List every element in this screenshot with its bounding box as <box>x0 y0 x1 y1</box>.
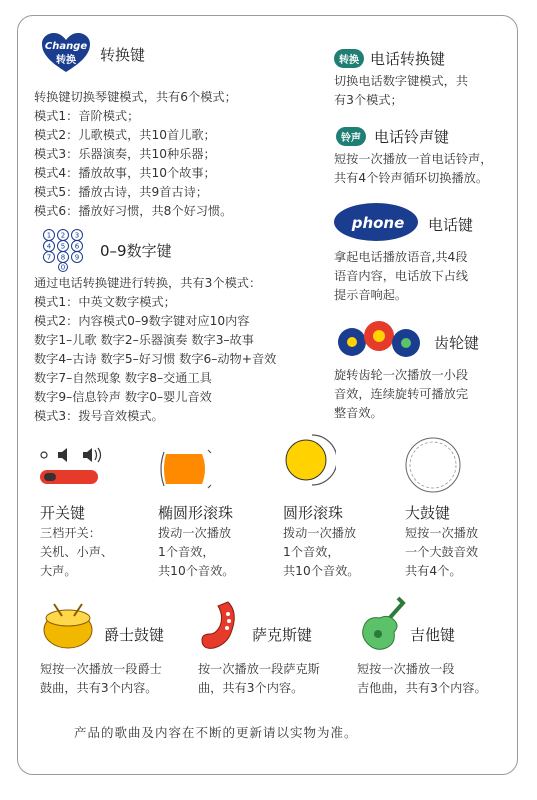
keypad-digit: 3 <box>74 231 80 240</box>
desc-line: 共有4个。 <box>405 564 462 578</box>
power-key-desc <box>40 524 113 581</box>
desc-line: 鼓曲，共有3个内容。 <box>40 681 158 695</box>
desc-line: 共10个音效。 <box>283 564 360 578</box>
jazz-drum-icon <box>40 600 96 656</box>
saxophone-icon <box>198 598 246 658</box>
ring-key-desc <box>334 150 492 188</box>
desc-line: 模式1：中英文数字模式； <box>34 295 176 309</box>
desc-line: 音效，连续旋转可播放完 <box>334 387 469 401</box>
phone-key-desc <box>334 248 468 305</box>
keypad-digit: 9 <box>74 253 80 262</box>
gear-icon <box>334 318 424 366</box>
desc-line: 整音效。 <box>334 406 383 420</box>
change-badge-icon <box>40 32 92 78</box>
desc-line: 吉他曲，共有3个内容。 <box>357 681 487 695</box>
gear-key-desc <box>334 366 468 423</box>
jazz-drum-title: 爵士鼓键 <box>104 626 165 644</box>
desc-line: 一个大鼓音效 <box>405 545 479 559</box>
oval-bead-desc <box>158 524 234 581</box>
digit-keys-title: 0–9数字键 <box>100 242 172 260</box>
keypad-digit: 5 <box>60 242 66 251</box>
keypad-digit: 4 <box>46 242 52 251</box>
oval-bead-icon <box>158 446 214 496</box>
phone-switch-desc <box>334 72 468 110</box>
desc-line: 数字4–古诗 数字5–好习惯 数字6–动物+音效 <box>34 352 277 366</box>
gear-key-title: 齿轮键 <box>434 334 480 352</box>
jazz-drum-desc <box>40 660 162 698</box>
desc-line: 共10个音效。 <box>158 564 235 578</box>
desc-line: 模式2：内容模式0–9数字键对应10内容 <box>34 314 250 328</box>
power-key-title: 开关键 <box>40 504 86 522</box>
desc-line: 1个音效， <box>283 545 340 559</box>
ring-badge-label: 铃声 <box>336 127 366 146</box>
desc-line: 模式1：音阶模式； <box>34 109 140 123</box>
desc-line: 拿起电话播放语音,共4段 <box>334 250 468 264</box>
power-switch-icon <box>38 446 104 490</box>
round-bead-desc <box>283 524 359 581</box>
keypad-digit: 8 <box>60 253 66 262</box>
change-key-title: 转换键 <box>100 46 146 64</box>
desc-line: 模式3：拨号音效模式。 <box>34 409 164 423</box>
desc-line: 短按一次播放一段 <box>357 662 455 676</box>
change-key-desc <box>34 88 237 221</box>
desc-line: 曲，共有3个内容。 <box>198 681 304 695</box>
desc-line: 切换电话数字键模式，共 <box>334 74 469 88</box>
phone-badge-icon <box>333 202 419 246</box>
desc-line: 短按一次播放一段爵士 <box>40 662 162 676</box>
guitar-key-title: 吉他键 <box>410 626 456 644</box>
keypad-digit: 1 <box>46 231 52 240</box>
desc-line: 提示音响起。 <box>334 288 408 302</box>
desc-line: 模式6：播放好习惯，共8个好习惯。 <box>34 204 233 218</box>
desc-line: 拨动一次播放 <box>283 526 357 540</box>
desc-line: 按一次播放一段萨克斯 <box>198 662 320 676</box>
desc-line: 数字9–信息铃声 数字0–婴儿音效 <box>34 390 212 404</box>
phone-switch-title: 电话转换键 <box>370 50 446 68</box>
big-drum-desc <box>405 524 478 581</box>
oval-bead-title: 椭圆形滚珠 <box>158 504 234 522</box>
desc-line: 拨动一次播放 <box>158 526 232 540</box>
footer-note: 产品的歌曲及内容在不断的更新请以实物为准。 <box>74 725 358 740</box>
phone-switch-badge-label: 转换 <box>334 49 364 68</box>
desc-line: 大声。 <box>40 564 77 578</box>
ring-key-title: 电话铃声键 <box>374 128 450 146</box>
phone-badge-label: phone <box>351 214 405 232</box>
desc-line: 关机、小声、 <box>40 545 114 559</box>
desc-line: 1个音效， <box>158 545 215 559</box>
ring-badge <box>336 126 366 146</box>
desc-line: 短按一次播放一首电话铃声， <box>334 152 493 166</box>
keypad-icon <box>40 228 86 276</box>
keypad-digit: 2 <box>60 231 66 240</box>
digit-keys-desc <box>34 274 276 426</box>
desc-line: 数字1–儿歌 数字2–乐器演奏 数字3–故事 <box>34 333 254 347</box>
desc-line: 有3个模式； <box>334 93 403 107</box>
desc-line: 通过电话转换键进行转换，共有3个模式： <box>34 276 262 290</box>
desc-line: 模式4：播放故事，共10个故事； <box>34 166 216 180</box>
desc-line: 三档开关： <box>40 526 101 540</box>
big-drum-icon <box>404 436 462 498</box>
keypad-digit: 0 <box>60 263 66 272</box>
desc-line: 旋转齿轮一次播放一小段 <box>334 368 469 382</box>
guitar-key-desc <box>357 660 487 698</box>
desc-line: 语音内容，电话放下占线 <box>334 269 469 283</box>
phone-key-title: 电话键 <box>428 216 474 234</box>
sax-key-title: 萨克斯键 <box>252 626 313 644</box>
desc-line: 模式5：播放古诗，共9首古诗； <box>34 185 208 199</box>
guitar-icon <box>358 596 406 658</box>
sax-key-desc <box>198 660 320 698</box>
round-bead-title: 圆形滚珠 <box>283 504 344 522</box>
desc-line: 短按一次播放 <box>405 526 479 540</box>
desc-line: 数字7–自然现象 数字8–交通工具 <box>34 371 212 385</box>
desc-line: 模式3：乐器演奏，共10种乐器； <box>34 147 216 161</box>
change-badge-top: Change <box>44 41 88 52</box>
change-badge-bottom: 转换 <box>56 55 76 66</box>
keypad-digit: 7 <box>46 253 52 262</box>
desc-line: 转换键切换琴键模式，共有6个模式； <box>34 90 237 104</box>
keypad-digit: 6 <box>74 242 80 251</box>
desc-line: 模式2：儿歌模式，共10首儿歌； <box>34 128 216 142</box>
big-drum-title: 大鼓键 <box>405 504 451 522</box>
phone-switch-badge <box>334 48 364 68</box>
desc-line: 共有4个铃声循环切换播放。 <box>334 171 489 185</box>
round-bead-icon <box>282 432 336 492</box>
